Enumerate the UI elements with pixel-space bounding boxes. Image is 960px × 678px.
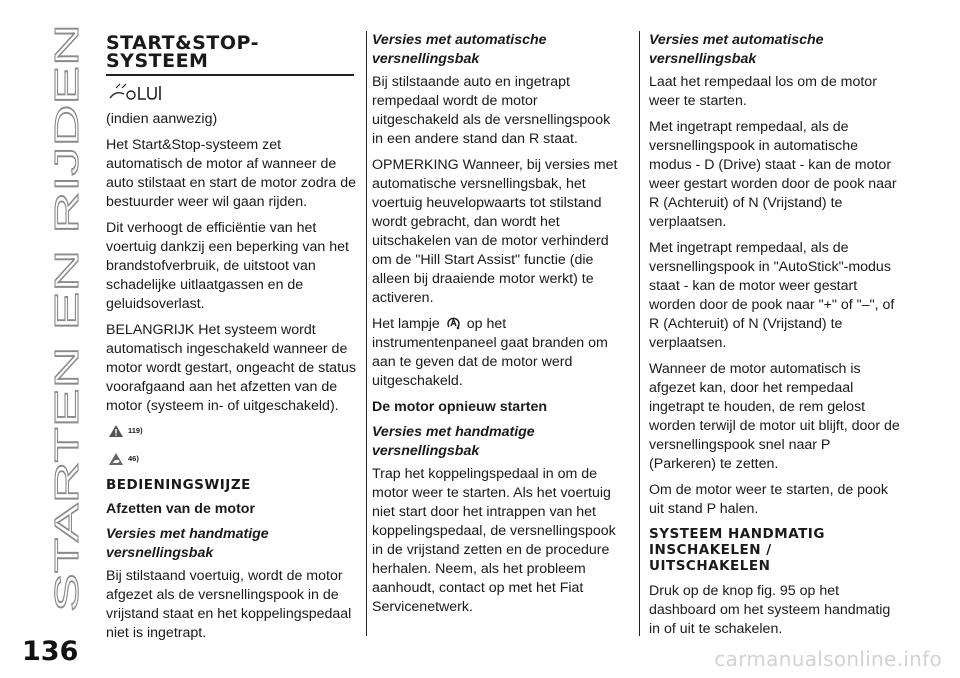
start-stop-lamp-icon	[446, 316, 461, 331]
warning-triangle-icon	[108, 424, 124, 438]
eco-lettering-icon	[106, 82, 358, 104]
paragraph: Om de motor weer te starten, de pook uit stand P halen.	[649, 482, 888, 517]
subheading-automatisch: Versies met automatische versnellingsbak	[649, 32, 824, 67]
caution-ref-number: 46)	[128, 454, 139, 463]
heading-bedieningswijze: BEDIENINGSWIJZE	[106, 477, 251, 493]
title-line: SYSTEEM	[106, 50, 209, 72]
heading-line: SYSTEEM HANDMATIG	[649, 526, 825, 542]
paragraph: (indien aanwezig)	[106, 111, 218, 127]
paragraph: Met ingetrapt rempedaal, als de versnellingspook in "AutoStick"-modus staat - kan de motor weer gestart worden door de pook naar "+" of "–", of R (Achteruit) of N (Vrijstand) te verplaatsen.	[649, 240, 895, 351]
column-3	[649, 31, 901, 646]
paragraph: Dit verhoogt de efficiëntie van het voertuig dankzij een beperking van het brandstofverbruik, de uitstoot van schadelijke uitlaatgassen en de geluidsoverlast.	[106, 220, 349, 312]
paragraph: Bij stilstaand voertuig, wordt de motor afgezet als de versnellingspook in de vrijstand staat en het koppelingspedaal niet is ingetrapt.	[106, 568, 352, 641]
paragraph: Laat het rempedaal los om de motor weer te starten.	[649, 74, 877, 109]
column-2	[372, 31, 624, 624]
column-1	[106, 31, 358, 650]
title-line: START&STOP-	[106, 32, 259, 54]
subheading-handmatig: Versies met handmatige versnellingsbak	[106, 526, 269, 561]
heading-systeem-handmatig	[649, 526, 901, 574]
title-rule	[106, 74, 354, 76]
page-number: 136	[22, 636, 79, 667]
subheading-handmatig: Versies met handmatige versnellingsbak	[372, 424, 535, 459]
subheading-automatisch: Versies met automatische versnellingsbak	[372, 32, 547, 67]
warning-reference	[108, 424, 358, 444]
subheading-afzetten: Afzetten van de motor	[106, 501, 255, 517]
caution-reference	[108, 452, 358, 472]
paragraph: Met ingetrapt rempedaal, als de versnellingspook in automatische modus - D (Drive) staat - kan de motor weer gestart worden door de pook naar R (Achteruit) of N (Vrijstand) te verplaatsen.	[649, 119, 897, 230]
paragraph: OPMERKING Wanneer, bij versies met automatische versnellingsbak, het voertuig heuvelopwaarts tot stilstand wordt gebracht, dan wordt het uitschakelen van de motor verhinderd om de "Hill Start Assist" functie (die alleen bij draaiende motor werkt) te activeren.	[372, 157, 618, 306]
section-title-start-stop	[106, 34, 358, 70]
column-divider	[639, 31, 640, 636]
paragraph-with-lamp	[372, 315, 624, 391]
watermark: carmanualsonline.info	[714, 647, 942, 671]
paragraph: Bij stilstaande auto en ingetrapt rempedaal wordt de motor uitgeschakeld als de versnellingspook in een andere stand dan R staat.	[372, 74, 611, 147]
paragraph: Trap het koppelingspedaal in om de motor weer te starten. Als het voertuig niet start door het intrappen van het koppelingspedaal, de versnellingspook in de vrijstand zetten en de procedure herhalen. Neem, als het probleem aanhoudt, contact op met het Fiat Servicenetwerk.	[372, 466, 616, 615]
paragraph: Druk op de knop fig. 95 op het dashboard om het systeem handmatig in of uit te schakelen.	[649, 583, 891, 637]
heading-line: UITSCHAKELEN	[649, 558, 771, 574]
text-fragment: Het lampje	[372, 316, 440, 332]
subheading-opnieuw-starten: De motor opnieuw starten	[372, 399, 547, 415]
caution-hand-icon	[108, 452, 124, 466]
paragraph: BELANGRIJK Het systeem wordt automatisch ingeschakeld wanneer de motor wordt gestart, ongeacht de status voorafgaand aan het afzetten van de motor (systeem in- of uitgeschakeld).	[106, 322, 356, 414]
text-fragment: op het instrumentenpaneel gaat branden om aan te geven dat de motor werd uitgeschakeld.	[372, 316, 608, 389]
chapter-side-title	[40, 14, 96, 614]
heading-line: INSCHAKELEN /	[649, 542, 772, 558]
column-divider	[366, 31, 367, 636]
paragraph: Wanneer de motor automatisch is afgezet kan, door het rempedaal ingetrapt te houden, de rem gelost worden terwijl de motor uit blijft, door de versnellingspook snel naar P (Parkeren) te zetten.	[649, 361, 900, 472]
warning-ref-number: 119)	[128, 426, 143, 435]
chapter-title-text: STARTEN EN RIJDEN	[48, 277, 85, 612]
paragraph: Het Start&Stop-systeem zet automatisch de motor af wanneer de auto stilstaat en start de motor zodra de bestuurder weer wil gaan rijden.	[106, 137, 356, 210]
